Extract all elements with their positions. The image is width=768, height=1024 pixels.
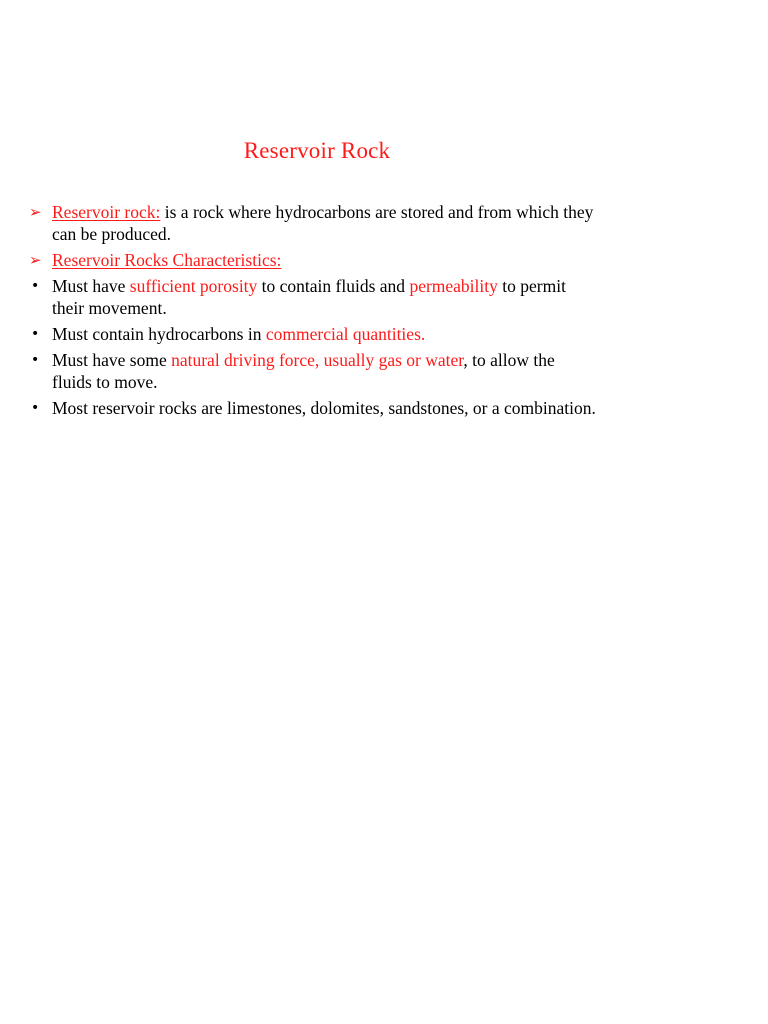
characteristics-heading-item (29, 249, 599, 271)
highlight-driving-force: natural driving force, usually gas or water (171, 350, 464, 370)
bullet-text: to contain fluids and (257, 276, 410, 296)
arrow-bullet-icon: ➢ (29, 251, 42, 269)
highlight-commercial-quantities: commercial quantities. (265, 324, 426, 344)
dot-bullet-icon: • (31, 326, 40, 342)
bullet-text: Most reservoir rocks are limestones, dolomites, sandstones, or a combination. (52, 398, 596, 418)
bullet-text: Must have some (52, 350, 172, 370)
definition-text: is a rock where hydrocarbons are stored and from which they can be produced. (52, 202, 594, 244)
page-title: Reservoir Rock (243, 138, 391, 163)
characteristics-heading: Reservoir Rocks Characteristics: (52, 250, 282, 270)
list-item (29, 275, 599, 319)
list-item (29, 397, 599, 419)
bullet-text: Must have (52, 276, 130, 296)
bullet-text: Must contain hydrocarbons in (52, 324, 266, 344)
definition-term: Reservoir rock: (52, 202, 161, 222)
definition-item (29, 201, 599, 245)
arrow-bullet-icon: ➢ (29, 203, 42, 221)
list-item (29, 349, 599, 393)
content-body (29, 201, 599, 423)
bullet-text: , to allow the fluids to move. (52, 350, 555, 392)
list-item (29, 323, 599, 345)
highlight-permeability: permeability (409, 276, 498, 296)
dot-bullet-icon: • (31, 400, 40, 416)
dot-bullet-icon: • (31, 278, 40, 294)
dot-bullet-icon: • (31, 352, 40, 368)
highlight-porosity: sufficient porosity (129, 276, 258, 296)
bullet-text: to permit their movement. (52, 276, 566, 318)
